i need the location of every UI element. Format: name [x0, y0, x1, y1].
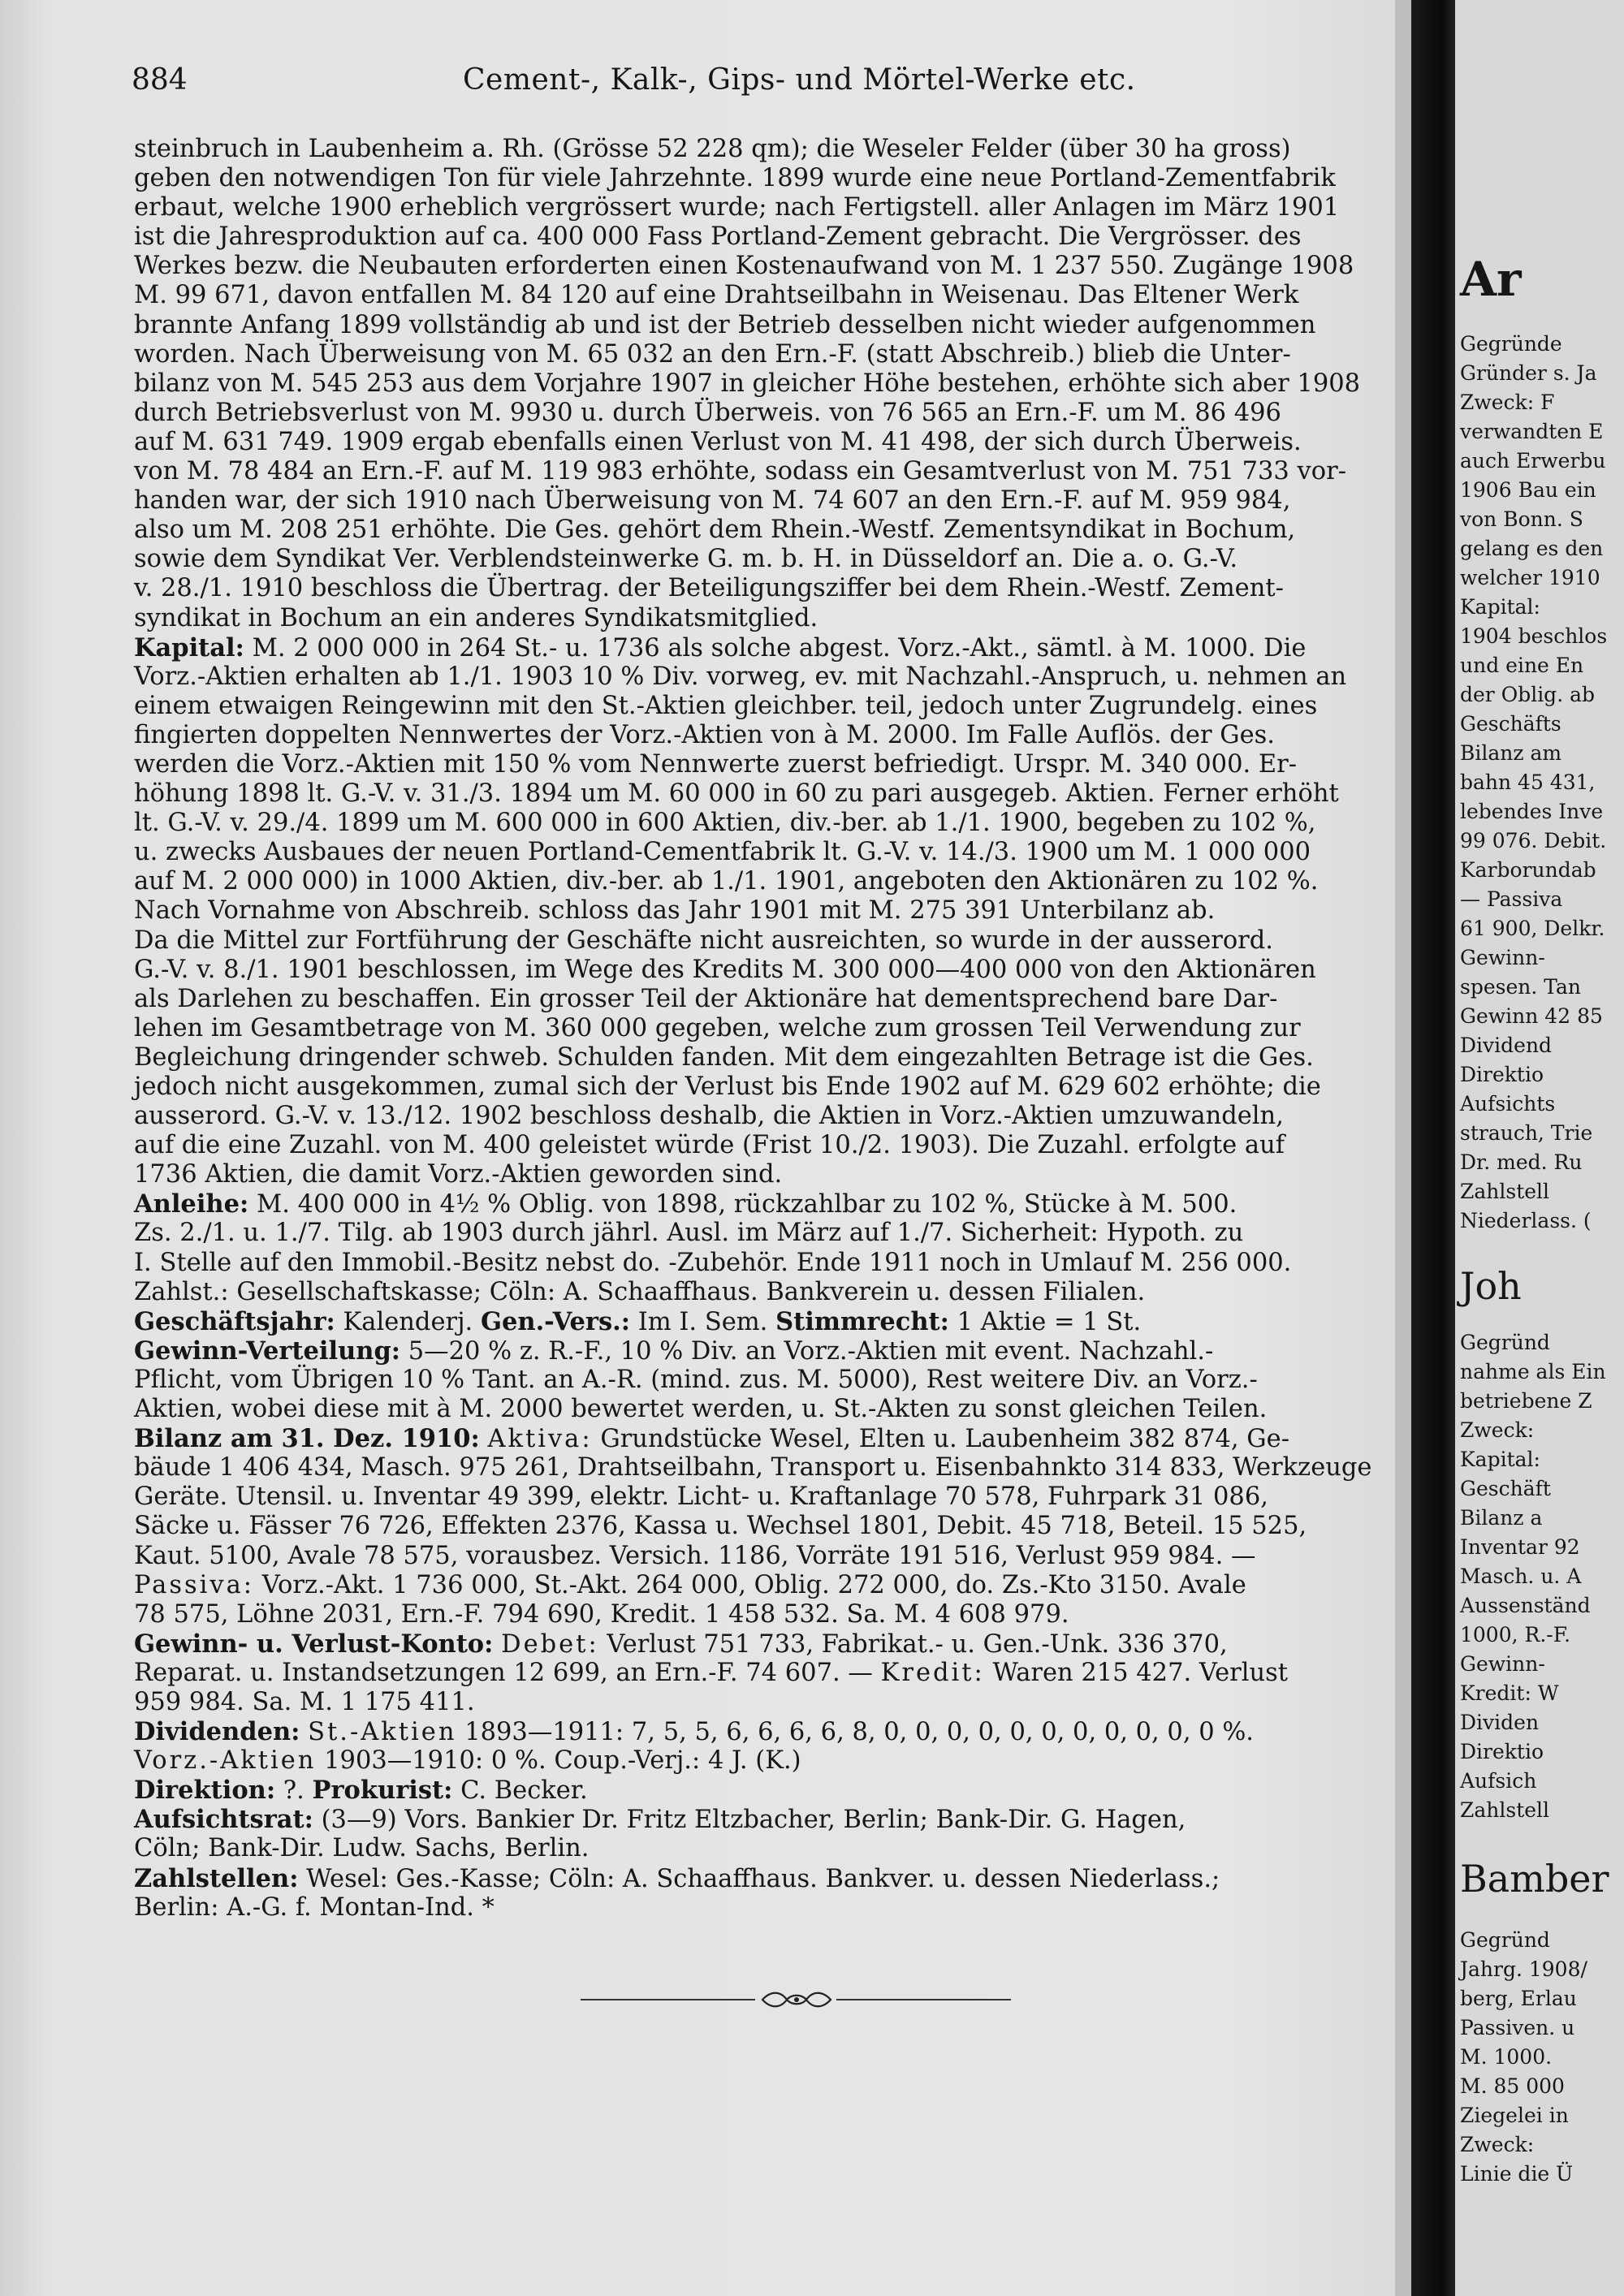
running-head [132, 63, 1398, 104]
section-heading: Anleihe: [134, 1189, 249, 1219]
adjacent-page-line: Bilanz am [1460, 741, 1562, 765]
text-run: Begleichung dringender schweb. Schulden fanden. Mit dem eingezahlten Betrage ist die Ges. [134, 1042, 1314, 1072]
text-line [134, 428, 1407, 457]
text-run: Wesel: Ges.-Kasse; Cöln: A. Schaaffhaus. Bankver. u. dessen Niederlass.; [298, 1864, 1220, 1893]
text-line [134, 1366, 1407, 1395]
text-run: Passiva: [134, 1570, 255, 1599]
text-line [134, 1776, 1407, 1805]
text-run: 1893—1911: 7, 5, 5, 6, 6, 6, 6, 8, 0, 0, 0, 0, 0, 0, 0, 0, 0, 0, 0 %. [456, 1718, 1254, 1747]
adjacent-page-line: Gegründe [1460, 332, 1562, 356]
adjacent-page-line: Bilanz a [1460, 1506, 1543, 1530]
text-run: auf M. 2 000 000) in 1000 Aktien, div.-ber. ab 1./1. 1901, angeboten den Aktionären zu 102 %. [134, 867, 1319, 896]
text-line [134, 1805, 1407, 1834]
text-line [134, 457, 1407, 486]
text-line [134, 985, 1407, 1014]
text-line [134, 1629, 1407, 1659]
text-line [134, 1307, 1407, 1336]
section-heading: Prokurist: [312, 1776, 453, 1806]
text-run: Nach Vornahme von Abschreib. schloss das Jahr 1901 mit M. 275 391 Unterbilanz ab. [134, 896, 1216, 926]
adjacent-page-line: Linie die Ü [1460, 2162, 1574, 2186]
section-heading: Kapital: [134, 632, 244, 662]
text-line [134, 1834, 1407, 1863]
text-line [134, 545, 1407, 574]
text-run: handen war, der sich 1910 nach Überweisung von M. 74 607 an den Ern.-F. auf M. 959 984, [134, 486, 1291, 516]
book-gutter [1411, 0, 1455, 2296]
text-line [134, 1014, 1407, 1043]
adjacent-page-line: Gegründ [1460, 1331, 1550, 1354]
section-heading: Aufsichtsrat: [134, 1805, 313, 1835]
section-heading: Bilanz am 31. Dez. 1910: [134, 1424, 480, 1454]
adjacent-page-line: Aufsichts [1460, 1092, 1556, 1116]
text-line [134, 1542, 1407, 1571]
text-line [134, 1482, 1407, 1512]
text-run: Pflicht, vom Übrigen 10 % Tant. an A.-R. (mind. zus. M. 5000), Rest weitere Div. an Vorz.- [134, 1365, 1258, 1394]
adjacent-page-line: gelang es den [1460, 537, 1604, 560]
text-line [134, 662, 1407, 692]
text-run: bäude 1 406 434, Masch. 975 261, Drahtseilbahn, Transport u. Eisenbahnkto 314 833, Werkzeuge [134, 1453, 1372, 1482]
adjacent-page-line: und eine En [1460, 654, 1584, 677]
adjacent-page-line: Direktio [1460, 1740, 1544, 1763]
text-run: einem etwaigen Reingewinn mit den St.-Aktien gleichber. teil, jedoch unter Zugrundelg. eines [134, 691, 1318, 720]
adjacent-page-line: Zweck: [1460, 1418, 1535, 1442]
text-run: werden die Vorz.-Aktien mit 150 % vom Nennwerte zuerst befriedigt. Urspr. M. 340 000. Er- [134, 749, 1298, 779]
text-line [134, 926, 1407, 956]
text-run: Aktiva: [487, 1425, 593, 1454]
adjacent-page-line: Direktio [1460, 1063, 1544, 1086]
text-run [480, 1425, 488, 1453]
section-end-ornament [581, 1987, 1011, 2012]
text-line [134, 604, 1407, 633]
text-run: M. 99 671, davon entfallen M. 84 120 auf eine Drahtseilbahn in Weisenau. Das Eltener Werk [134, 281, 1299, 310]
adjacent-page-line: M. 1000. [1460, 2045, 1553, 2069]
adjacent-page-line: welcher 1910 [1460, 566, 1600, 589]
text-line [134, 750, 1407, 779]
text-run: von M. 78 484 an Ern.-F. auf M. 119 983 erhöhte, sodass ein Gesamtverlust von M. 751 733 vor- [134, 457, 1347, 486]
text-line [134, 1659, 1407, 1688]
text-line [134, 1864, 1407, 1893]
text-line [134, 1278, 1407, 1307]
adjacent-page-line: 1906 Bau ein [1460, 478, 1596, 502]
text-run: geben den notwendigen Ton für viele Jahrzehnte. 1899 wurde eine neue Portland-Zementfabrik [134, 164, 1336, 193]
adjacent-page-line: bahn 45 431, [1460, 770, 1596, 794]
text-run: bilanz von M. 545 253 aus dem Vorjahre 1907 in gleicher Höhe bestehen, erhöhte sich aber 1908 [134, 369, 1361, 398]
text-run: Geräte. Utensil. u. Inventar 49 399, elektr. Licht- u. Kraftanlage 70 578, Fuhrpark 31 086, [134, 1482, 1268, 1512]
text-line [134, 867, 1407, 896]
section-heading: Gen.-Vers.: [480, 1306, 631, 1336]
text-run: Verlust 751 733, Fabrikat.- u. Gen.-Unk. 336 370, [598, 1629, 1228, 1659]
adjacent-page-line: verwandten E [1460, 420, 1604, 443]
text-run: Vorz.-Akt. 1 736 000, St.-Akt. 264 000, Oblig. 272 000, do. Zs.-Kto 3150. Avale [254, 1570, 1246, 1599]
adjacent-page-line: Inventar 92 [1460, 1535, 1580, 1559]
adjacent-page-line: Dividend [1460, 1034, 1553, 1057]
text-run: u. zwecks Ausbaues der neuen Portland-Cementfabrik lt. G.-V. v. 14./3. 1900 um M. 1 000 000 [134, 838, 1311, 867]
text-line [134, 1102, 1407, 1131]
adjacent-page-line: auch Erwerbu [1460, 449, 1606, 473]
adjacent-page-line: Zweck: [1460, 2133, 1535, 2156]
adjacent-page-line: von Bonn. S [1460, 507, 1583, 531]
text-run: durch Betriebsverlust von M. 9930 u. durch Überweis. von 76 565 an Ern.-F. um M. 86 496 [134, 398, 1281, 427]
text-run: (3—9) Vors. Bankier Dr. Fritz Eltzbacher, Berlin; Bank-Dir. G. Hagen, [313, 1806, 1186, 1835]
text-line [134, 252, 1407, 281]
text-line [134, 1219, 1407, 1248]
adjacent-page-line: 1904 beschlos [1460, 624, 1608, 648]
text-line [134, 1688, 1407, 1717]
text-line [134, 222, 1407, 252]
adjacent-page-line: Zweck: F [1460, 391, 1555, 414]
text-run: Säcke u. Fässer 76 726, Effekten 2376, Kassa u. Wechsel 1801, Debit. 45 718, Beteil. 15 525, [134, 1512, 1307, 1541]
text-run: also um M. 208 251 erhöhte. Die Ges. gehört dem Rhein.-Westf. Zementsyndikat in Bochum, [134, 516, 1296, 545]
text-line [134, 809, 1407, 838]
text-run: ist die Jahresproduktion auf ca. 400 000 Fass Portland-Zement gebracht. Die Vergrösser. des [134, 222, 1302, 252]
section-heading: Gewinn- u. Verlust-Konto: [134, 1629, 494, 1659]
adjacent-page-line: spesen. Tan [1460, 975, 1581, 999]
text-line [134, 1043, 1407, 1072]
section-heading: Geschäftsjahr: [134, 1306, 335, 1336]
text-run: Berlin: A.-G. f. Montan-Ind. * [134, 1892, 495, 1922]
text-line [134, 340, 1407, 369]
adjacent-page-line: Aussenständ [1460, 1594, 1591, 1617]
text-run: 1736 Aktien, die damit Vorz.-Aktien geworden sind. [134, 1160, 783, 1189]
adjacent-page-line: Bamber [1460, 1857, 1609, 1901]
text-run: Kaut. 5100, Avale 78 575, vorausbez. Versich. 1186, Vorräte 191 516, Verlust 959 984. — [134, 1541, 1256, 1570]
page-edge-shadow [1395, 0, 1411, 2296]
text-run: 78 575, Löhne 2031, Ern.-F. 794 690, Kredit. 1 458 532. Sa. M. 4 608 979. [134, 1599, 1069, 1629]
adjacent-page-fragment [1455, 0, 1624, 2296]
text-run: Da die Mittel zur Fortführung der Geschäfte nicht ausreichten, so wurde in der ausserord. [134, 926, 1273, 955]
text-run: I. Stelle auf den Immobil.-Besitz nebst do. -Zubehör. Ende 1911 noch in Umlauf M. 256 000. [134, 1248, 1292, 1277]
text-run: lt. G.-V. v. 29./4. 1899 um M. 600 000 in 600 Aktien, div.-ber. ab 1./1. 1900, begeben zu 102 %, [134, 809, 1316, 838]
text-line [134, 1336, 1407, 1366]
text-run: worden. Nach Überweisung von M. 65 032 an den Ern.-F. (statt Abschreib.) blieb die Unter- [134, 339, 1291, 369]
text-line [134, 838, 1407, 867]
text-line [134, 164, 1407, 193]
text-line [134, 1746, 1407, 1776]
text-line [134, 692, 1407, 721]
text-line [134, 1131, 1407, 1160]
text-line [134, 1189, 1407, 1219]
section-heading: Gewinn-Verteilung: [134, 1336, 401, 1366]
text-run: fingierten doppelten Nennwertes der Vorz.-Aktien von à M. 2000. Im Falle Auflös. der Ges. [134, 720, 1275, 749]
text-run: Zs. 2./1. u. 1./7. Tilg. ab 1903 durch jährl. Ausl. im März auf 1./7. Sicherheit: Hypoth. zu [134, 1219, 1244, 1248]
adjacent-page-line: Gewinn- [1460, 946, 1545, 969]
text-line [134, 633, 1407, 662]
text-line [134, 721, 1407, 750]
adjacent-page-line: — Passiva [1460, 887, 1563, 911]
text-line [134, 1395, 1407, 1424]
text-line [134, 311, 1407, 340]
text-run: sowie dem Syndikat Ver. Verblendsteinwerke G. m. b. H. in Düsseldorf an. Die a. o. G.-V. [134, 545, 1238, 574]
running-title: Cement-, Kalk-, Gips- und Mörtel-Werke etc. [463, 63, 1136, 97]
text-line [134, 486, 1407, 516]
adjacent-page-line: Zahlstell [1460, 1798, 1550, 1822]
text-run: 959 984. Sa. M. 1 175 411. [134, 1687, 475, 1716]
text-line [134, 516, 1407, 545]
adjacent-page-line: Geschäft [1460, 1477, 1551, 1500]
text-run: 1 Aktie = 1 St. [948, 1307, 1142, 1336]
adjacent-page-line: 99 076. Debit. [1460, 829, 1607, 852]
text-run: höhung 1898 lt. G.-V. v. 31./3. 1894 um M. 60 000 in 60 zu pari ausgegeb. Aktien. Ferner erhöht [134, 779, 1339, 809]
text-run: brannte Anfang 1899 vollständig ab und ist der Betrieb desselben nicht wieder aufgenommen [134, 310, 1316, 339]
text-line [134, 399, 1407, 428]
text-line [134, 1453, 1407, 1482]
adjacent-page-line: lebendes Inve [1460, 800, 1604, 823]
text-run [300, 1718, 308, 1746]
adjacent-page-line: 1000, R.-F. [1460, 1623, 1571, 1646]
text-run: Debet: [501, 1629, 599, 1659]
text-run: C. Becker. [452, 1776, 588, 1806]
adjacent-page-line: Zahlstell [1460, 1180, 1550, 1203]
adjacent-page-line: Aufsich [1460, 1769, 1537, 1793]
adjacent-page-line: M. 85 000 [1460, 2074, 1565, 2098]
text-run: jedoch nicht ausgekommen, zumal sich der Verlust bis Ende 1902 auf M. 629 602 erhöhte; die [134, 1072, 1321, 1101]
text-line [134, 1249, 1407, 1278]
text-line [134, 1600, 1407, 1629]
text-line [134, 956, 1407, 985]
adjacent-page-line: Dividen [1460, 1711, 1540, 1734]
text-run: G.-V. v. 8./1. 1901 beschlossen, im Wege des Kredits M. 300 000—400 000 von den Aktionären [134, 955, 1316, 984]
text-line [134, 1072, 1407, 1102]
text-run: Vorz.-Aktien [134, 1746, 317, 1776]
text-line [134, 281, 1407, 310]
company-entry-text [134, 135, 1407, 1923]
adjacent-page-line: Kredit: W [1460, 1681, 1559, 1705]
text-run: Waren 215 427. Verlust [984, 1658, 1289, 1687]
text-run: syndikat in Bochum an ein anderes Syndikatsmitglied. [134, 603, 818, 632]
adjacent-page-line: Gewinn 42 85 [1460, 1004, 1603, 1028]
adjacent-page-line: Niederlass. ( [1460, 1209, 1592, 1232]
text-line [134, 1424, 1407, 1453]
text-line [134, 1717, 1407, 1746]
text-line [134, 1512, 1407, 1541]
text-run: Aktien, wobei diese mit à M. 2000 bewertet werden, u. St.-Akten zu sonst gleichen Teilen. [134, 1395, 1268, 1424]
text-run: ?. [275, 1776, 313, 1806]
text-run: steinbruch in Laubenheim a. Rh. (Grösse 52 228 qm); die Weseler Felder (über 30 ha gross) [134, 135, 1291, 163]
text-run: Kalenderj. [335, 1307, 481, 1336]
text-run: Grundstücke Wesel, Elten u. Laubenheim 382 874, Ge- [592, 1425, 1290, 1454]
ornament-rule-right [836, 1999, 1011, 2000]
text-run: ausserord. G.-V. v. 13./12. 1902 beschloss deshalb, die Aktien in Vorz.-Aktien umzuwandeln, [134, 1102, 1284, 1131]
text-line [134, 896, 1407, 926]
section-heading: Stimmrecht: [775, 1306, 949, 1336]
adjacent-page-line: Geschäfts [1460, 712, 1561, 736]
adjacent-page-line: Joh [1460, 1264, 1522, 1308]
text-line [134, 135, 1407, 164]
text-line [134, 1571, 1407, 1600]
text-run: Im I. Sem. [630, 1307, 776, 1336]
text-run: Vorz.-Aktien erhalten ab 1./1. 1903 10 % Div. vorweg, ev. mit Nachzahl.-Anspruch, u. nehmen an [134, 662, 1347, 691]
text-line [134, 574, 1407, 603]
text-line [134, 1893, 1407, 1923]
ornament-rule-left [581, 1999, 755, 2000]
text-run [493, 1630, 501, 1659]
adjacent-page-line: berg, Erlau [1460, 1987, 1577, 2010]
adjacent-page-line: Kapital: [1460, 595, 1540, 619]
adjacent-page-line: Gewinn- [1460, 1652, 1545, 1676]
adjacent-page-line: Gründer s. Ja [1460, 361, 1597, 385]
text-line [134, 193, 1407, 222]
text-line [134, 369, 1407, 399]
text-run: Cöln; Bank-Dir. Ludw. Sachs, Berlin. [134, 1834, 590, 1863]
text-run: erbaut, welche 1900 erheblich vergrössert wurde; nach Fertigstell. aller Anlagen im März 1901 [134, 193, 1340, 222]
adjacent-page-line: Ar [1460, 252, 1522, 307]
text-run: auf M. 631 749. 1909 ergab ebenfalls einen Verlust von M. 41 498, der sich durch Überweis. [134, 427, 1302, 456]
text-run: St.-Aktien [308, 1718, 457, 1747]
text-run: M. 2 000 000 in 264 St.- u. 1736 als solche abgest. Vorz.-Akt., sämtl. à M. 1000. Die [244, 633, 1307, 662]
adjacent-page-line: betriebene Z [1460, 1389, 1592, 1413]
section-heading: Zahlstellen: [134, 1863, 299, 1893]
text-run: 5—20 % z. R.-F., 10 % Div. an Vorz.-Aktien mit event. Nachzahl.- [400, 1336, 1214, 1366]
text-run: 1903—1910: 0 %. Coup.-Verj.: 4 J. (K.) [316, 1746, 801, 1776]
text-run: lehen im Gesamtbetrage von M. 360 000 gegeben, welche zum grossen Teil Verwendung zur [134, 1013, 1301, 1042]
adjacent-page-line: Dr. med. Ru [1460, 1150, 1583, 1174]
text-run: Werkes bezw. die Neubauten erforderten einen Kostenaufwand von M. 1 237 550. Zugänge 1908 [134, 252, 1354, 281]
adjacent-page-line: Ziegelei in [1460, 2104, 1569, 2127]
text-line [134, 1160, 1407, 1189]
adjacent-page-line: der Oblig. ab [1460, 683, 1595, 706]
adjacent-page-line: strauch, Trie [1460, 1121, 1593, 1145]
text-line [134, 779, 1407, 809]
text-run: als Darlehen zu beschaffen. Ein grosser Teil der Aktionäre hat dementsprechend bare Dar- [134, 984, 1278, 1013]
adjacent-page-line: 61 900, Delkr. [1460, 917, 1605, 940]
adjacent-page-line: nahme als Ein [1460, 1360, 1606, 1383]
text-run: v. 28./1. 1910 beschloss die Übertrag. der Beteiligungsziffer bei dem Rhein.-Westf. Zement- [134, 574, 1284, 603]
text-run: Zahlst.: Gesellschaftskasse; Cöln: A. Schaaffhaus. Bankverein u. dessen Filialen. [134, 1277, 1146, 1306]
adjacent-page-line: Masch. u. A [1460, 1564, 1582, 1588]
adjacent-page-line: Karborundab [1460, 858, 1596, 882]
text-run: auf die eine Zuzahl. von M. 400 geleistet würde (Frist 10./2. 1903). Die Zuzahl. erfolgte auf [134, 1131, 1285, 1160]
adjacent-page-line: Passiven. u [1460, 2016, 1575, 2039]
adjacent-page-line: Kapital: [1460, 1448, 1540, 1471]
page-number: 884 [132, 63, 188, 97]
section-heading: Direktion: [134, 1776, 276, 1806]
section-heading: Dividenden: [134, 1717, 300, 1747]
text-run: Kredit: [880, 1658, 985, 1687]
text-run: M. 400 000 in 4½ % Oblig. von 1898, rückzahlbar zu 102 %, Stücke à M. 500. [248, 1190, 1237, 1219]
adjacent-page-line: Jahrg. 1908/ [1460, 1957, 1587, 1981]
text-run: Reparat. u. Instandsetzungen 12 699, an Ern.-F. 74 607. — [134, 1658, 881, 1687]
adjacent-page-line: Gegründ [1460, 1928, 1550, 1952]
fleuron-icon [759, 1987, 834, 2012]
